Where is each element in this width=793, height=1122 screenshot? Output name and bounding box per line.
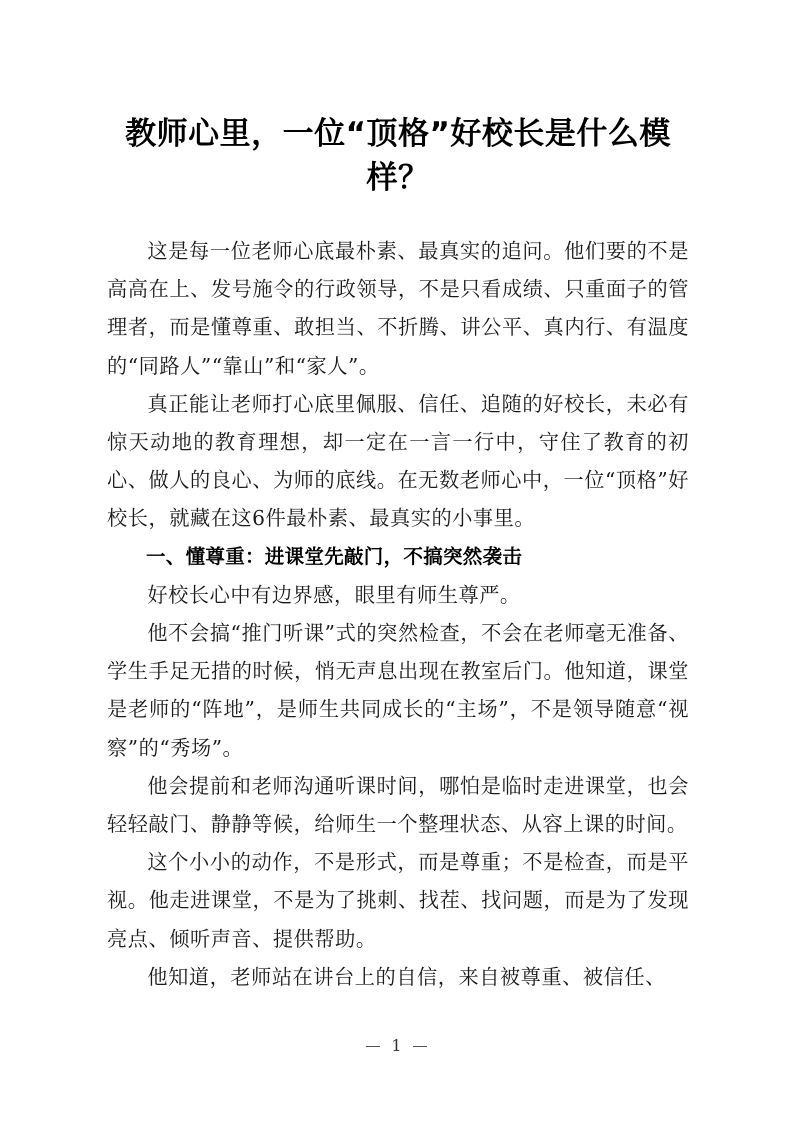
section-1-paragraph-4: 这个小小的动作，不是形式，而是尊重；不是检查，而是平视。他走进课堂，不是为了挑刺、找茬、找问题，而是为了发现亮点、倾听声音、提供帮助。 xyxy=(107,850,689,951)
document-title: 教师心里，一位“顶格”好校长是什么模样？ xyxy=(125,116,671,196)
section-1-paragraph-5: 他知道，老师站在讲台上的自信，来自被尊重、被信任、 xyxy=(147,964,666,989)
page-number: 1 xyxy=(391,1036,402,1055)
footer-dash-right xyxy=(413,1046,427,1047)
page-footer xyxy=(0,1036,793,1055)
section-1-paragraph-3: 他会提前和老师沟通听课时间，哪怕是临时走进课堂，也会轻轻敲门、静静等候，给师生一个整理状态、从容上课的时间。 xyxy=(107,773,689,837)
document-body xyxy=(107,232,689,996)
footer-dash-left xyxy=(366,1046,380,1047)
section-1-paragraph-1: 好校长心中有边界感，眼里有师生尊严。 xyxy=(147,582,521,607)
intro-paragraph-2: 真正能让老师打心底里佩服、信任、追随的好校长，未必有惊天动地的教育理想，却一定在一言一行中，守住了教育的初心、做人的良心、为师的底线。在无数老师心中，一位“顶格”好校长，就藏在这6件最朴素、最真实的小事里。 xyxy=(107,391,689,531)
section-1-paragraph-2: 他不会搞“推门听课”式的突然检查，不会在老师毫无准备、学生手足无措的时候，悄无声息出现在教室后门。他知道，课堂是老师的“阵地”，是师生共同成长的“主场”，不是领导随意“视察”的“秀场”。 xyxy=(107,621,689,760)
intro-paragraph-1: 这是每一位老师心底最朴素、最真实的追问。他们要的不是高高在上、发号施令的行政领导，不是只看成绩、只重面子的管理者，而是懂尊重、敢担当、不折腾、讲公平、真内行、有温度的“同路人”“靠山”和“家人”。 xyxy=(107,239,689,378)
section-heading-1: 一、懂尊重：进课堂先敲门，不搞突然袭击 xyxy=(146,544,523,568)
